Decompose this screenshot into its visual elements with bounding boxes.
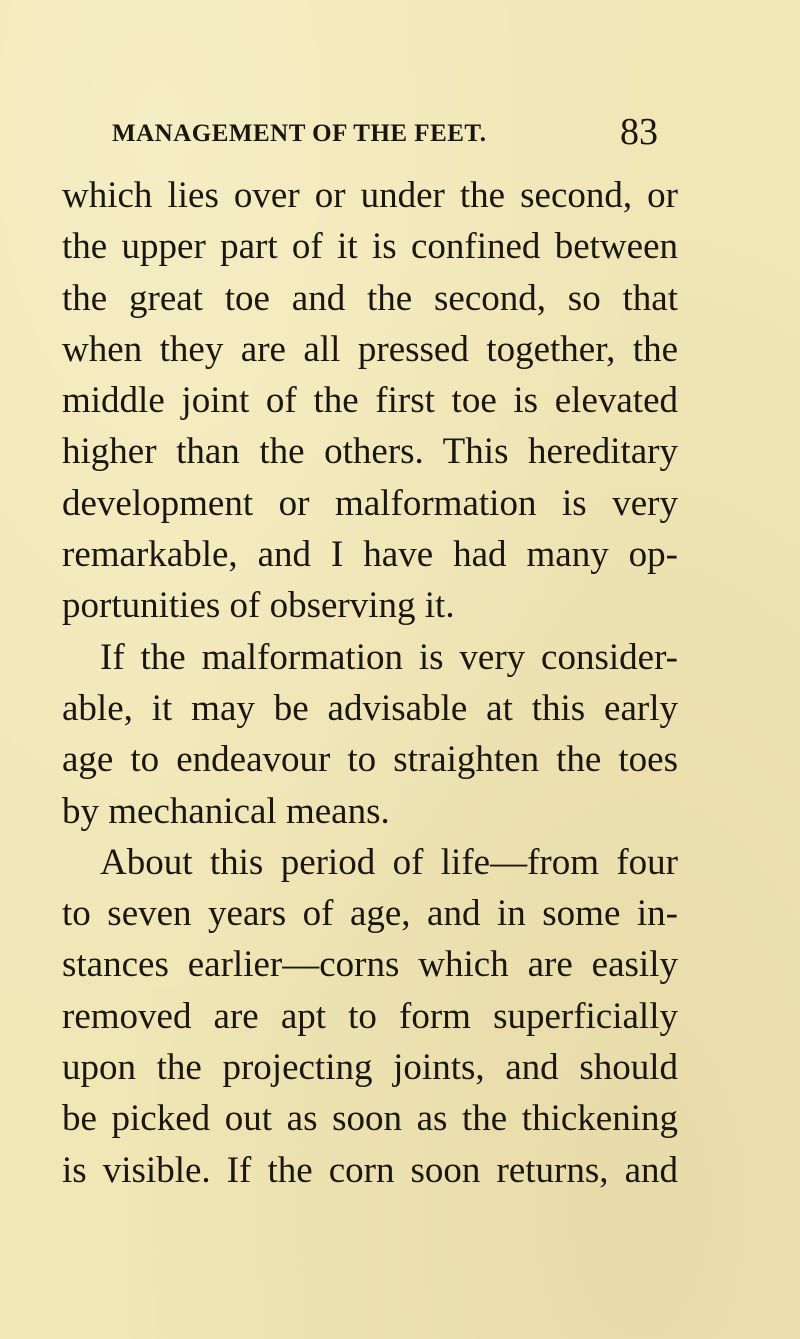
text-line: middle joint of the first toe is elevated [62, 380, 678, 422]
text-line: be picked out as soon as the thickening [62, 1098, 678, 1140]
text-line: the great toe and the second, so that [62, 277, 678, 319]
running-head [112, 110, 658, 156]
running-title: MANAGEMENT OF THE FEET. [112, 120, 487, 147]
body-text [62, 170, 678, 1196]
text-line: About this period of life—from four [100, 841, 678, 883]
text-line: If the malformation is very consider- [100, 636, 678, 678]
text-line: stances earlier—corns which are easily [62, 944, 678, 986]
text-line: higher than the others. This hereditary [62, 431, 678, 473]
text-line: age to endeavour to straighten the toes [62, 739, 678, 781]
text-line: the upper part of it is confined between [62, 226, 678, 268]
text-line: remarkable, and I have had many op- [62, 534, 678, 576]
text-line: able, it may be advisable at this early [62, 687, 678, 729]
text-line: upon the projecting joints, and should [62, 1047, 678, 1089]
text-line: development or malformation is very [62, 482, 678, 524]
text-line: to seven years of age, and in some in- [62, 893, 678, 935]
text-line: removed are apt to form superficially [62, 995, 678, 1037]
text-line: by mechanical means. [62, 790, 390, 832]
text-line: is visible. If the corn soon returns, and [62, 1149, 678, 1191]
text-line: portunities of observing it. [62, 585, 455, 627]
text-line: which lies over or under the second, or [62, 175, 678, 216]
text-line: when they are all pressed together, the [62, 328, 678, 370]
page-number: 83 [620, 111, 658, 153]
